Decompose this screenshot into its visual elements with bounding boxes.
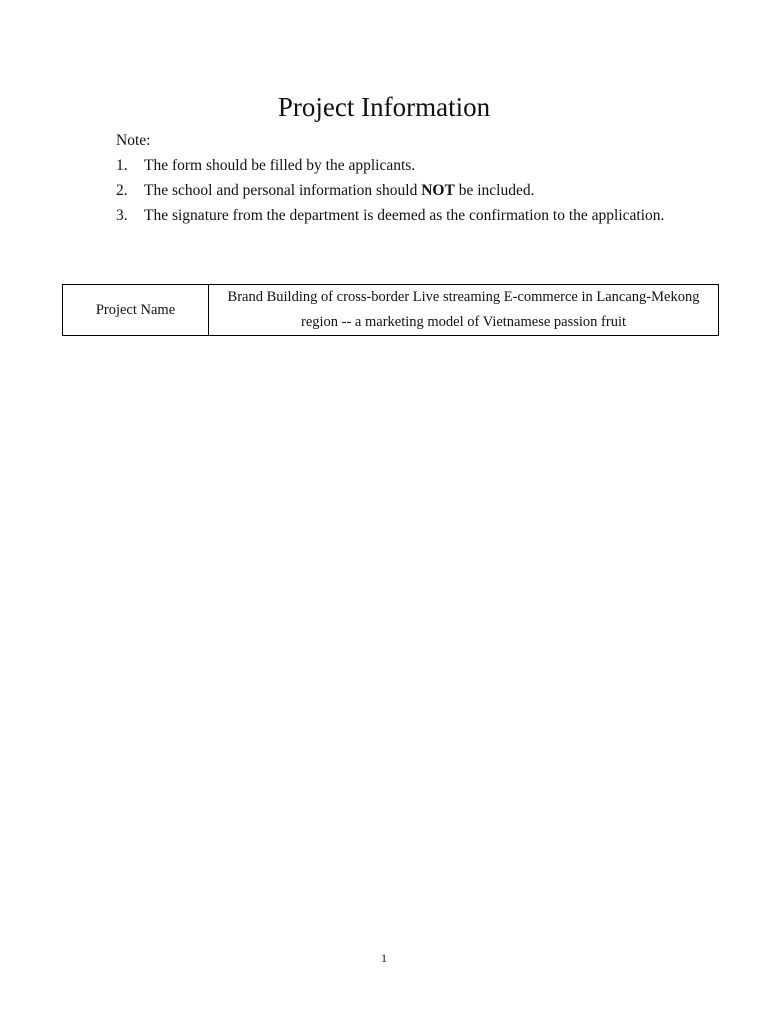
table-row	[63, 285, 719, 336]
note-text: The signature from the department is deemed as the confirmation to the application.	[144, 207, 665, 224]
note-emphasis: NOT	[421, 182, 455, 199]
note-item-2	[116, 178, 676, 203]
page-number: 1	[381, 951, 387, 965]
note-item-1	[116, 153, 676, 178]
note-number: 1.	[116, 157, 128, 174]
note-number: 3.	[116, 207, 128, 224]
notes-list	[116, 153, 676, 228]
project-info-table	[62, 284, 719, 336]
note-text-end: be included.	[454, 182, 535, 199]
page-title: Project Information	[277, 92, 491, 122]
note-text: The form should be filled by the applicants.	[144, 157, 416, 174]
notes-section	[116, 128, 676, 228]
note-label: Note:	[116, 132, 151, 149]
note-number: 2.	[116, 182, 128, 199]
project-name-label: Project Name	[63, 285, 209, 336]
note-text: The school and personal information should	[144, 182, 422, 199]
project-name-value: Brand Building of cross-border Live streaming E-commerce in Lancang-Mekong region -- a marketing model of Vietnamese passion fruit	[209, 285, 719, 336]
note-item-3	[116, 203, 676, 228]
